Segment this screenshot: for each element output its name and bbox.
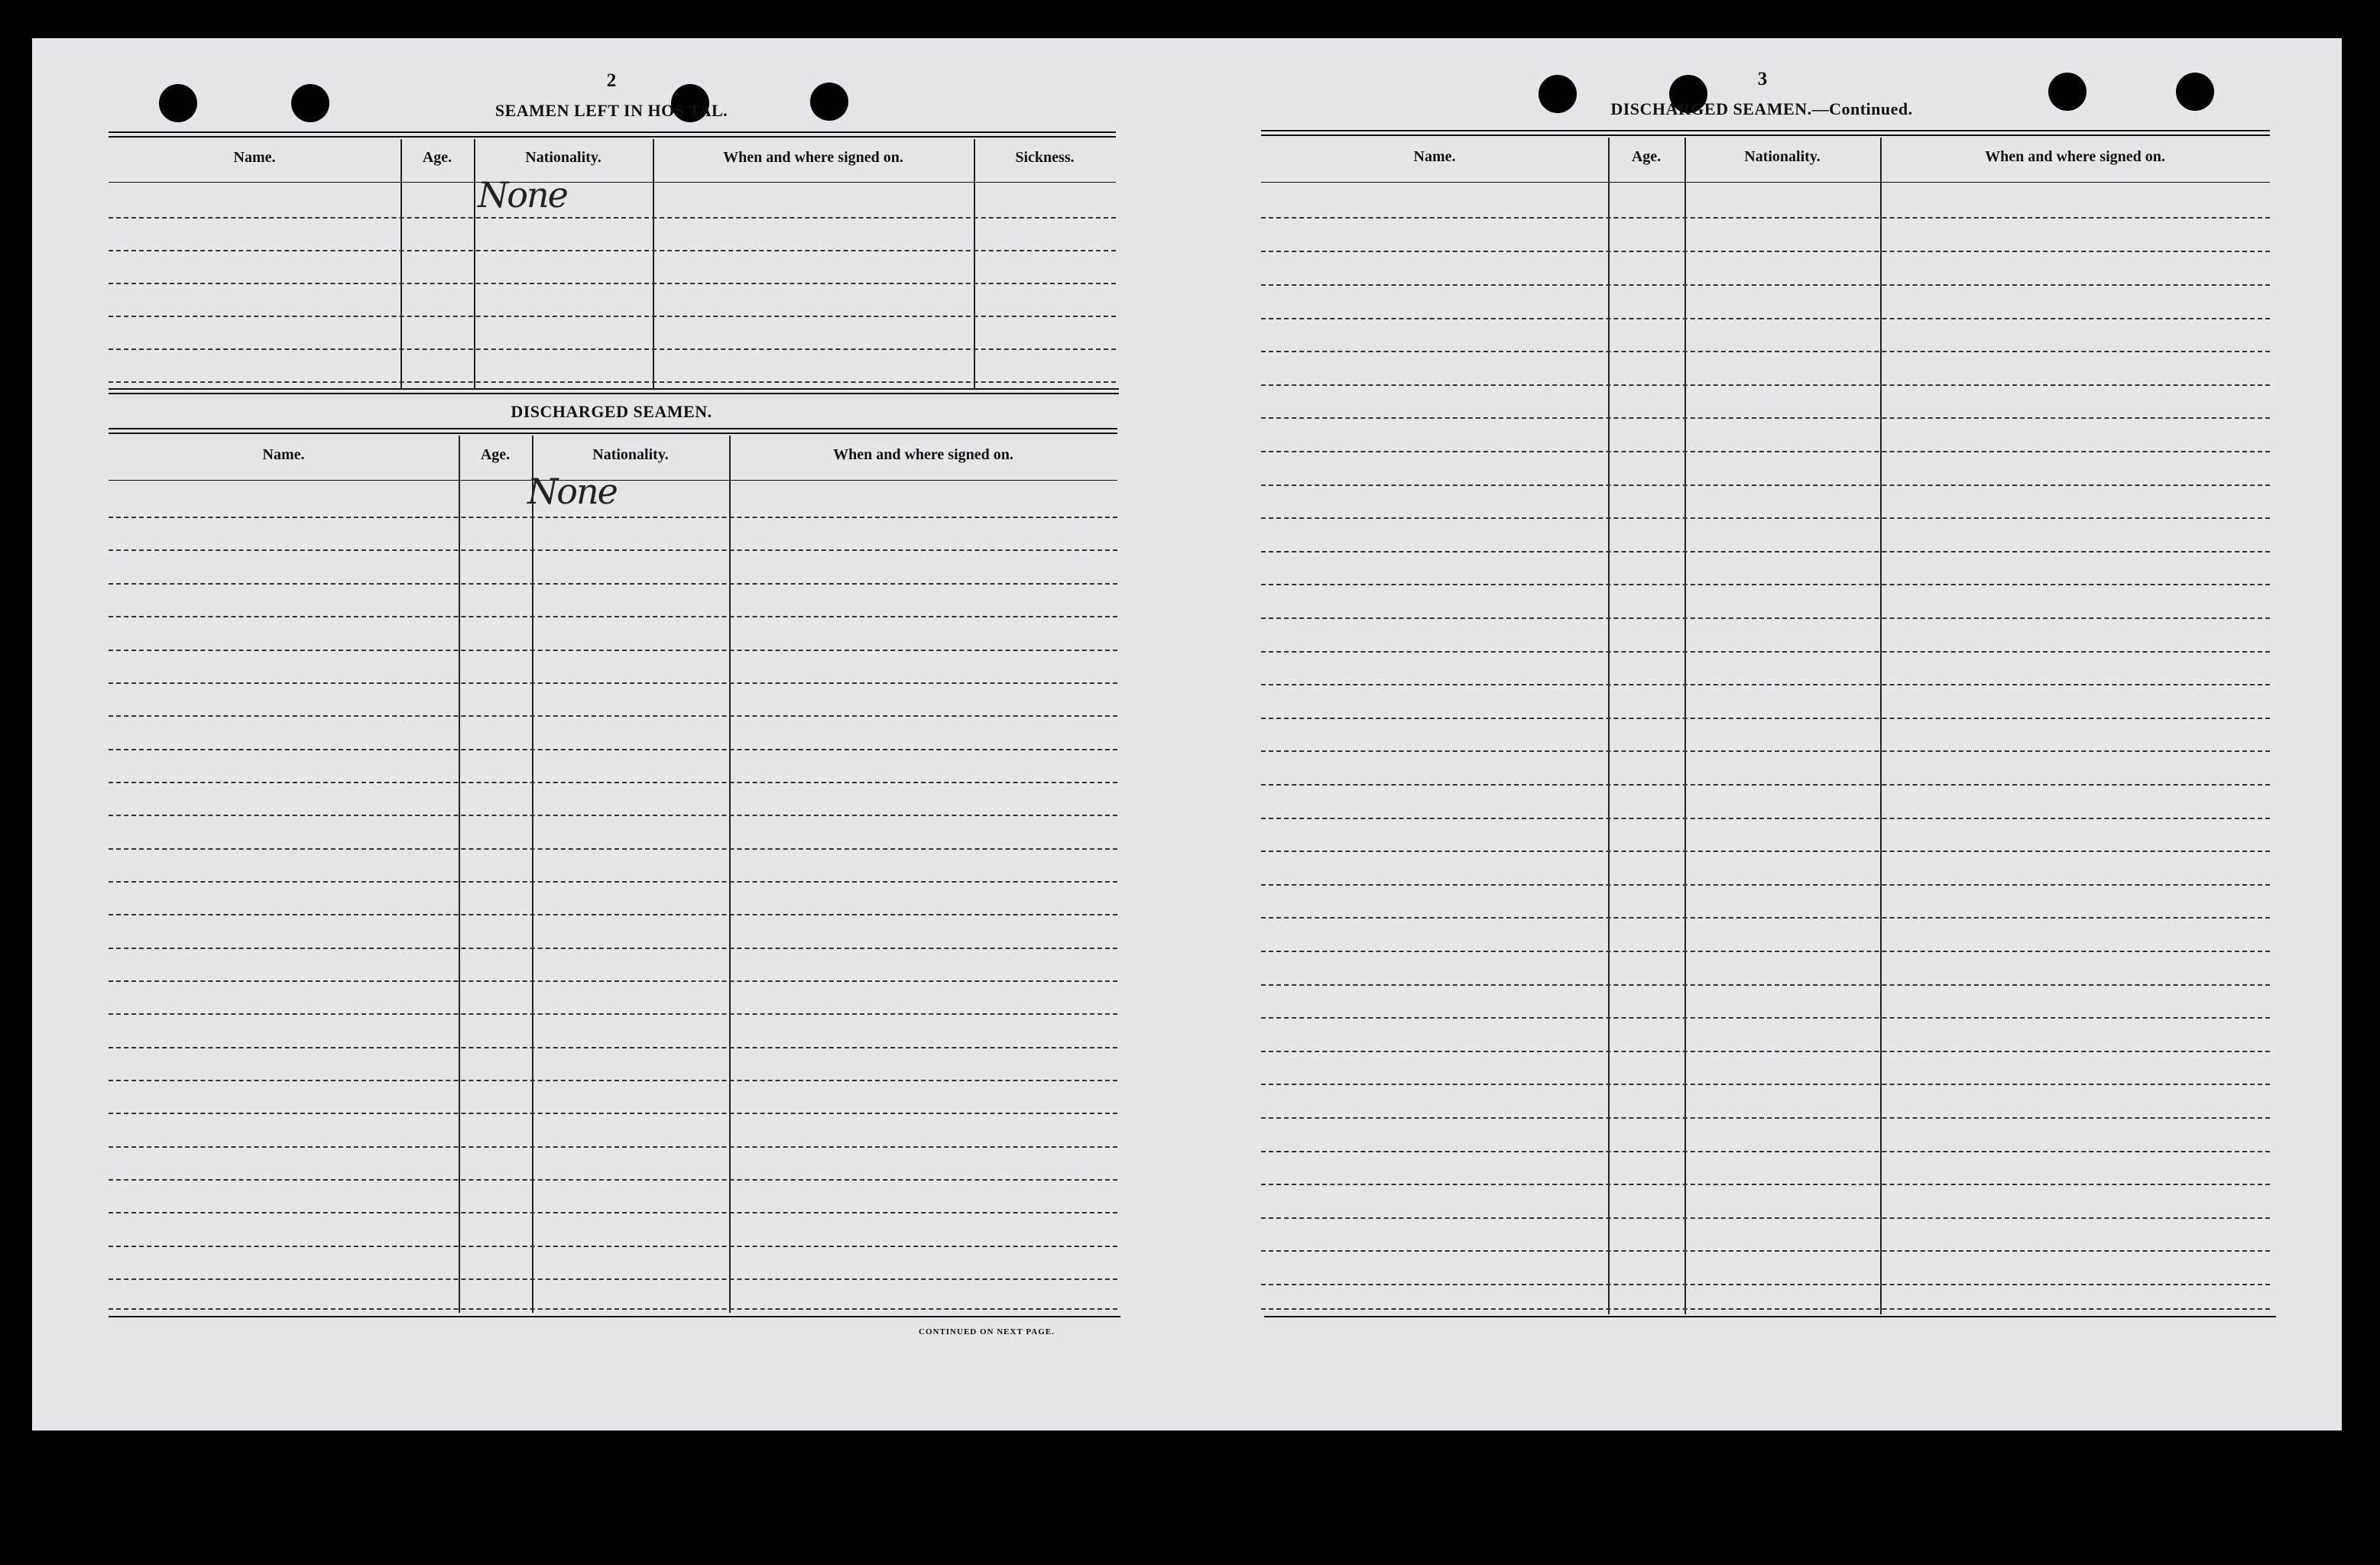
punch-hole bbox=[2176, 73, 2214, 111]
entry-line bbox=[109, 1278, 1117, 1280]
entry-line bbox=[1261, 818, 2270, 819]
table-top-rule bbox=[109, 433, 1117, 434]
entry-line bbox=[1261, 551, 2270, 552]
entry-line bbox=[109, 650, 1117, 651]
column-divider bbox=[729, 436, 731, 1313]
entry-line bbox=[109, 980, 1117, 982]
column-divider bbox=[474, 139, 475, 388]
entry-line bbox=[1261, 1308, 2270, 1310]
entry-line bbox=[109, 549, 1117, 551]
column-header-nationality: Nationality. bbox=[592, 446, 669, 463]
page-number: 3 bbox=[1757, 69, 1768, 89]
entry-line bbox=[109, 914, 1117, 915]
entry-line bbox=[1261, 384, 2270, 386]
column-header-name: Name. bbox=[262, 446, 305, 463]
punch-hole bbox=[291, 84, 329, 122]
entry-line bbox=[109, 682, 1117, 684]
column-divider bbox=[400, 139, 402, 388]
entry-line bbox=[1261, 617, 2270, 619]
entry-line bbox=[1261, 417, 2270, 419]
entry-line bbox=[109, 517, 1117, 518]
column-header-age: Age. bbox=[1631, 148, 1662, 165]
entry-line bbox=[1261, 217, 2270, 219]
column-header-name: Name. bbox=[233, 149, 276, 166]
entry-line bbox=[1261, 684, 2270, 685]
entry-line bbox=[109, 1146, 1117, 1148]
entry-line bbox=[109, 749, 1117, 750]
entry-line bbox=[109, 583, 1117, 585]
entry-line bbox=[1261, 718, 2270, 719]
handwritten-entry: None bbox=[527, 471, 617, 512]
entry-line bbox=[109, 348, 1116, 350]
entry-line bbox=[1261, 750, 2270, 752]
entry-line bbox=[1261, 951, 2270, 952]
entry-line bbox=[109, 1179, 1117, 1181]
entry-line bbox=[1261, 784, 2270, 786]
page-number: 2 bbox=[606, 70, 617, 91]
entry-line bbox=[109, 815, 1117, 816]
entry-line bbox=[1261, 1017, 2270, 1019]
entry-line bbox=[1261, 1284, 2270, 1285]
entry-line bbox=[109, 1013, 1117, 1015]
column-divider bbox=[1684, 138, 1686, 1314]
entry-line bbox=[1261, 1250, 2270, 1252]
column-divider bbox=[974, 139, 975, 388]
entry-line bbox=[1261, 318, 2270, 319]
entry-line bbox=[1261, 251, 2270, 252]
column-divider bbox=[532, 436, 533, 1313]
entry-line bbox=[109, 283, 1116, 284]
entry-line bbox=[1261, 451, 2270, 452]
entry-line bbox=[1261, 1084, 2270, 1085]
section-title-discharged: DISCHARGED SEAMEN. bbox=[511, 402, 712, 421]
entry-line bbox=[1261, 884, 2270, 886]
entry-line bbox=[109, 316, 1116, 317]
column-header-sickness: Sickness. bbox=[1015, 149, 1075, 166]
column-divider bbox=[653, 139, 654, 388]
table-top-rule bbox=[1261, 130, 2270, 131]
column-header-age: Age. bbox=[422, 149, 452, 166]
entry-line bbox=[109, 782, 1117, 783]
entry-line bbox=[109, 381, 1116, 383]
handwritten-entry: None bbox=[478, 174, 567, 215]
entry-line bbox=[109, 948, 1117, 949]
entry-line bbox=[109, 1113, 1117, 1114]
table-bottom-rule bbox=[109, 1316, 1120, 1317]
entry-line bbox=[1261, 1151, 2270, 1152]
column-header-nationality: Nationality. bbox=[1744, 148, 1821, 165]
continued-note: CONTINUED ON NEXT PAGE. bbox=[919, 1327, 1055, 1337]
entry-line bbox=[1261, 1051, 2270, 1052]
entry-line bbox=[109, 217, 1116, 219]
punch-hole bbox=[2048, 73, 2087, 111]
entry-line bbox=[109, 1080, 1117, 1081]
entry-line bbox=[1261, 484, 2270, 486]
entry-line bbox=[1261, 284, 2270, 286]
entry-line bbox=[109, 250, 1116, 251]
entry-line bbox=[1261, 1217, 2270, 1219]
header-rule bbox=[109, 182, 1116, 183]
section-rule bbox=[109, 388, 1119, 390]
entry-line bbox=[109, 848, 1117, 850]
entry-line bbox=[1261, 1184, 2270, 1185]
entry-line bbox=[1261, 517, 2270, 519]
section-rule bbox=[109, 393, 1119, 394]
entry-line bbox=[1261, 917, 2270, 919]
table-top-rule bbox=[109, 136, 1116, 138]
header-rule bbox=[1261, 182, 2270, 183]
entry-line bbox=[109, 881, 1117, 883]
section-title-discharged-continued: DISCHARGED SEAMEN.—Continued. bbox=[1610, 99, 1913, 118]
entry-line bbox=[109, 1212, 1117, 1213]
ledger-sheet bbox=[32, 38, 2342, 1431]
column-header-age: Age. bbox=[480, 446, 511, 463]
table-top-rule bbox=[109, 131, 1116, 133]
column-header-signed-on: When and where signed on. bbox=[833, 446, 1013, 463]
punch-hole bbox=[159, 84, 197, 122]
table-bottom-rule bbox=[1264, 1316, 2276, 1317]
entry-line bbox=[109, 1308, 1117, 1310]
entry-line bbox=[1261, 651, 2270, 653]
punch-hole bbox=[810, 83, 848, 121]
section-title-hospital: SEAMEN LEFT IN HOS TAL. bbox=[494, 101, 728, 120]
entry-line bbox=[109, 1246, 1117, 1247]
column-divider bbox=[459, 436, 460, 1313]
table-top-rule bbox=[109, 428, 1117, 429]
entry-line bbox=[109, 616, 1117, 617]
column-divider bbox=[1608, 138, 1610, 1314]
punch-hole bbox=[1539, 75, 1577, 113]
entry-line bbox=[1261, 351, 2270, 352]
entry-line bbox=[1261, 584, 2270, 585]
entry-line bbox=[1261, 851, 2270, 852]
table-top-rule bbox=[1261, 134, 2270, 136]
entry-line bbox=[109, 1047, 1117, 1048]
column-header-signed-on: When and where signed on. bbox=[723, 149, 903, 166]
entry-line bbox=[1261, 1117, 2270, 1119]
entry-line bbox=[109, 715, 1117, 717]
entry-line bbox=[1261, 984, 2270, 986]
column-divider bbox=[1880, 138, 1882, 1314]
column-header-nationality: Nationality. bbox=[525, 149, 601, 166]
column-header-name: Name. bbox=[1413, 148, 1456, 165]
column-header-signed-on: When and where signed on. bbox=[1985, 148, 2165, 165]
